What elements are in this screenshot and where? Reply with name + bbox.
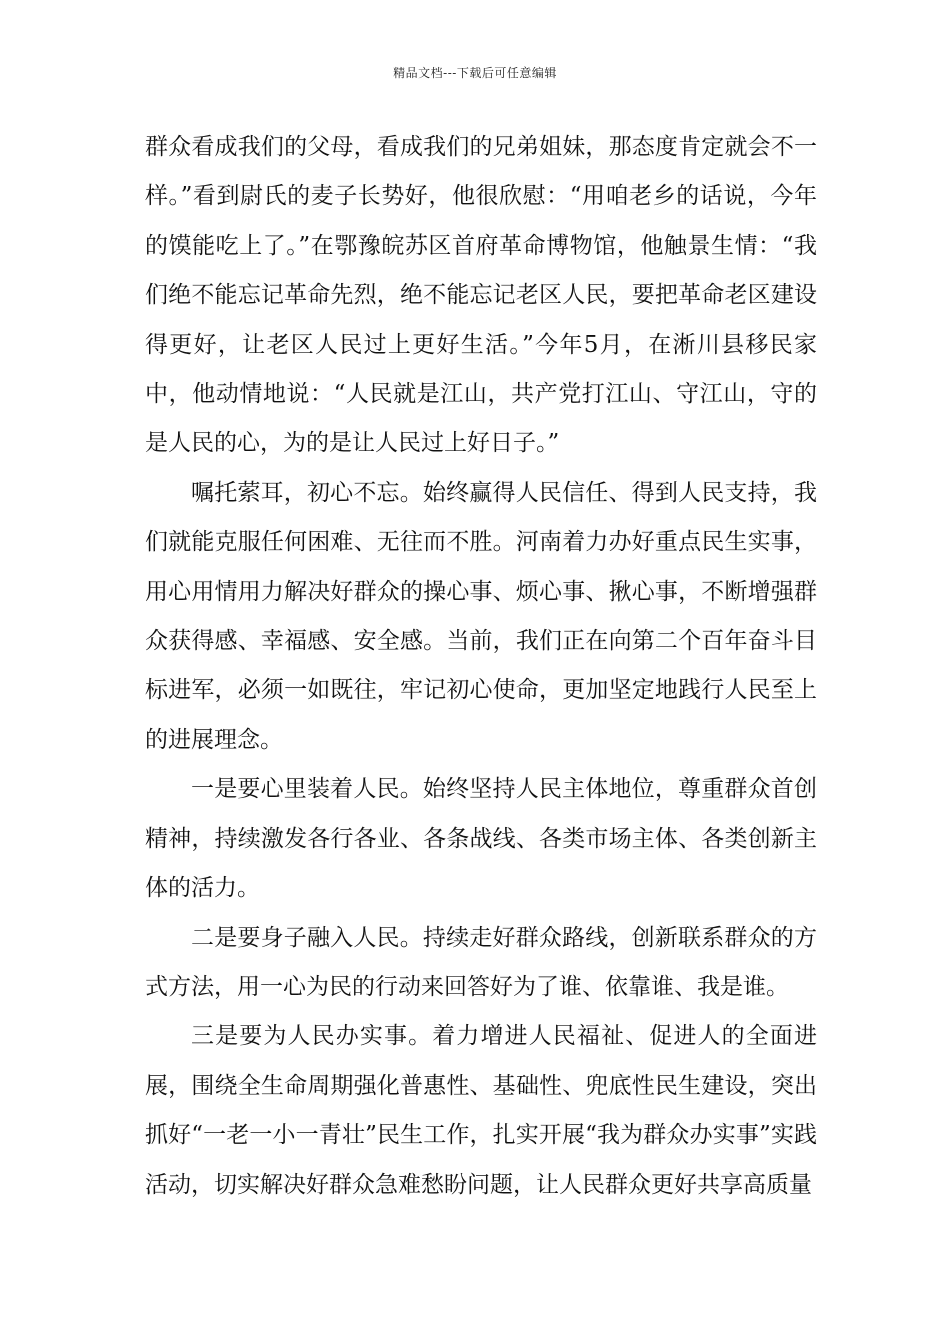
paragraph: 嘱托萦耳，初心不忘。始终赢得人民信任、得到人民支持，我们就能克服任何困难、无往而不胜。河南着力办好重点民生实事，用心用情用力解决好群众的操心事、烦心事、揪心事，不断增强群众获得感、幸福感、安全感。当前，我们正在向第二个百年奋斗目标进军，必须一如既往，牢记初心使命，更加坚定地践行人民至上的进展理念。: [145, 479, 817, 753]
page-header: 精品文档---下载后可任意编辑: [393, 66, 557, 80]
paragraph: 三是要为人民办实事。着力增进人民福祉、促进人的全面进展，围绕全生命周期强化普惠性、基础性、兜底性民生建设，突出抓好“一老一小一青壮”民生工作，扎实开展“我为群众办实事”实践活动，切实解决好群众急难愁盼问题，让人民群众更好共享高质量: [145, 1023, 817, 1198]
paragraph: 二是要身子融入人民。持续走好群众路线，创新联系群众的方式方法，用一心为民的行动来回答好为了谁、依靠谁、我是谁。: [145, 924, 817, 1000]
paragraph: 一是要心里装着人民。始终坚持人民主体地位，尊重群众首创精神，持续激发各行各业、各条战线、各类市场主体、各类创新主体的活力。: [145, 776, 817, 902]
paragraph-continued: 群众看成我们的父母，看成我们的兄弟姐妹，那态度肯定就会不一样。”看到尉氏的麦子长势好，他很欣慰：“用咱老乡的话说，今年的馍能吃上了。”在鄂豫皖苏区首府革命博物馆，他触景生情：“我们绝不能忘记革命先烈，绝不能忘记老区人民，要把革命老区建设得更好，让老区人民过上更好生活。”今年5月，在淅川县移民家中，他动情地说：“人民就是江山，共产党打江山、守江山，守的是人民的心，为的是让人民过上好日子。”: [145, 134, 817, 457]
document-body: [145, 123, 817, 1210]
